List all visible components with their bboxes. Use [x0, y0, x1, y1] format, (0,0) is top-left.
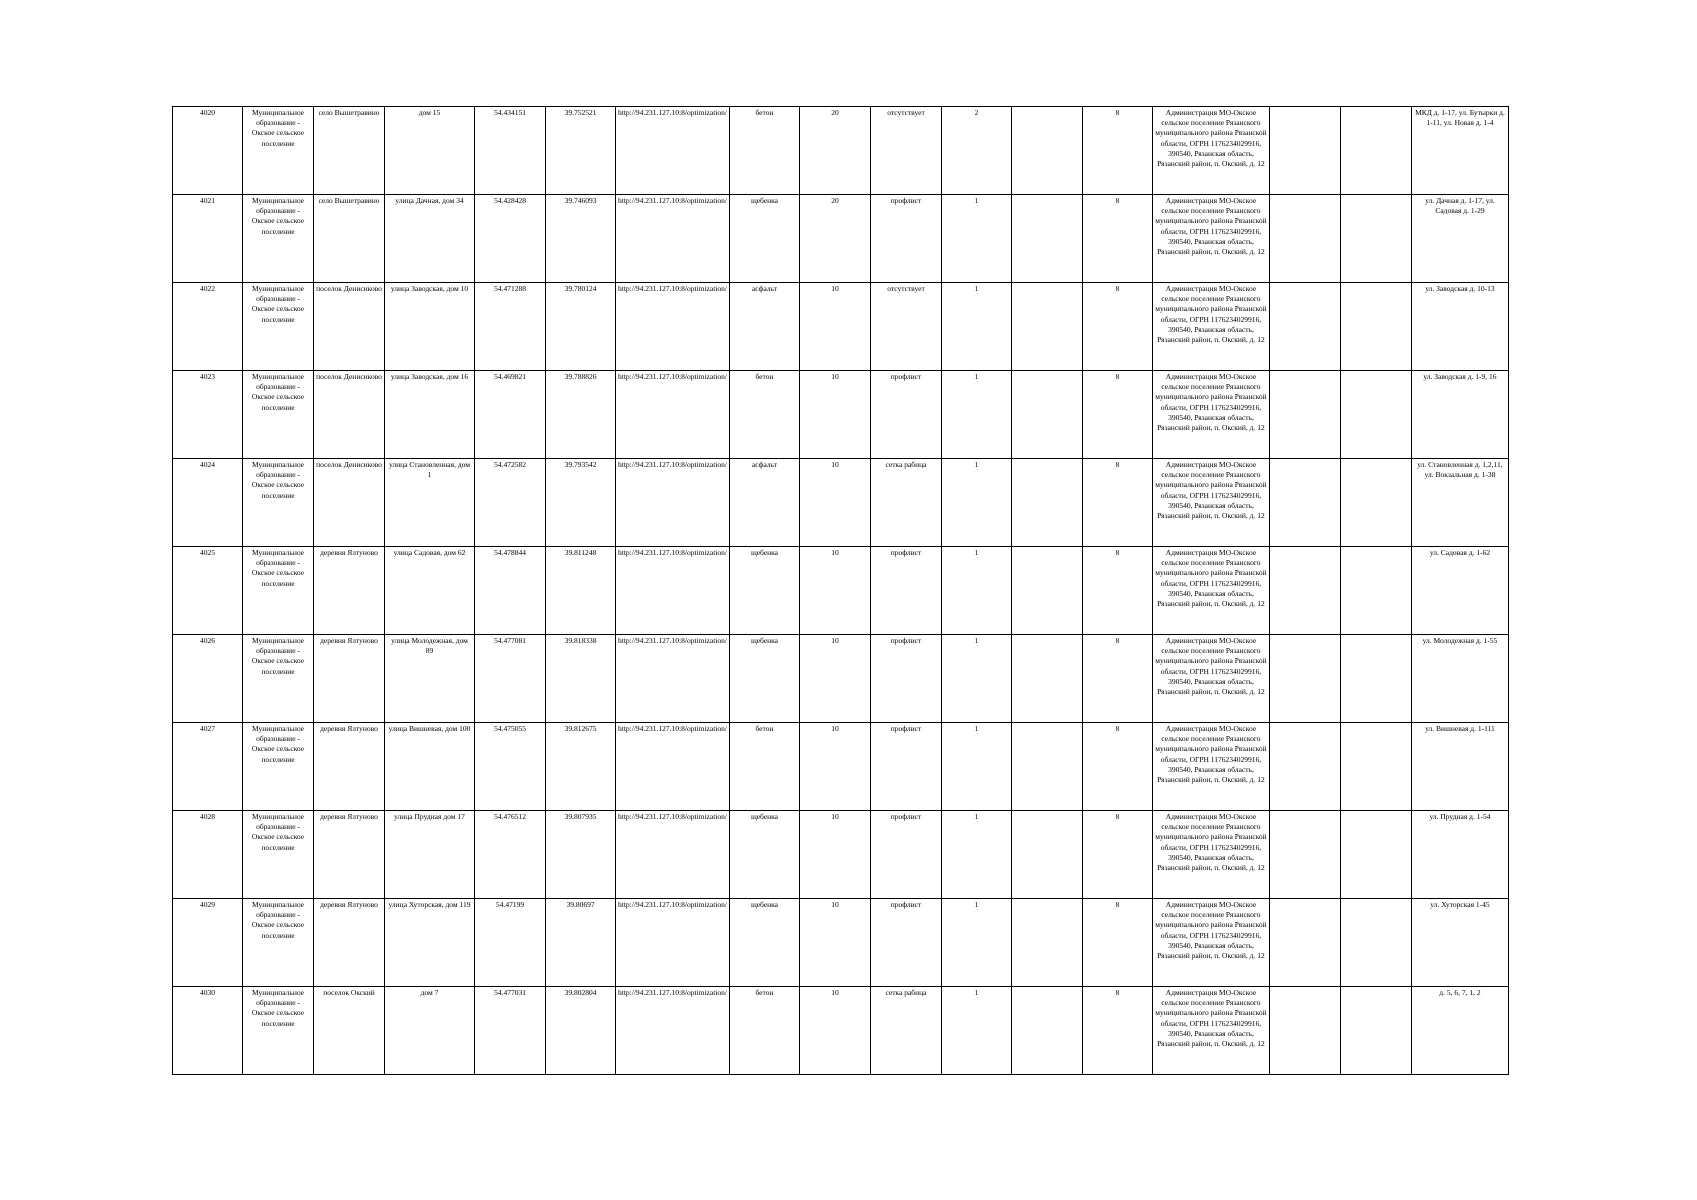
served-addresses-cell: ул. Хуторская 1-45	[1411, 899, 1508, 987]
settlement-cell: деревня Ялтуново	[314, 635, 385, 723]
volume-cell: 8	[1082, 107, 1152, 195]
empty-cell	[1011, 899, 1082, 987]
volume-cell: 8	[1082, 723, 1152, 811]
owner-cell: Администрация МО-Окское сельское поселение Рязанского муниципального района Рязанской области, ОГРН 1176234029916, 390540, Рязанская область, Рязанский район, п. Окский, д. 12	[1152, 107, 1269, 195]
table-row	[173, 547, 1509, 635]
settlement-cell: деревня Ялтуново	[314, 547, 385, 635]
link-cell: http://94.231.127.10:8/optimization/	[616, 899, 730, 987]
record-id-cell: 4029	[173, 899, 243, 987]
served-addresses-cell: ул. Дачная д. 1-17, ул. Садовая д. 1-29	[1411, 195, 1508, 283]
area-cell: 10	[799, 547, 870, 635]
municipality-cell: Муниципальное образование - Окское сельское поселение	[243, 459, 314, 547]
table-row	[173, 107, 1509, 195]
empty-cell	[1269, 371, 1340, 459]
empty-cell	[1340, 723, 1411, 811]
empty-cell	[1340, 283, 1411, 371]
owner-cell: Администрация МО-Окское сельское поселение Рязанского муниципального района Рязанской области, ОГРН 1176234029916, 390540, Рязанская область, Рязанский район, п. Окский, д. 12	[1152, 723, 1269, 811]
containers-cell: 1	[941, 987, 1011, 1075]
record-id-cell: 4026	[173, 635, 243, 723]
containers-cell: 1	[941, 283, 1011, 371]
surface-cell: щебенка	[729, 899, 799, 987]
surface-cell: бетон	[729, 371, 799, 459]
empty-cell	[1269, 811, 1340, 899]
fence-cell: профлист	[870, 635, 941, 723]
owner-cell: Администрация МО-Окское сельское поселение Рязанского муниципального района Рязанской области, ОГРН 1176234029916, 390540, Рязанская область, Рязанский район, п. Окский, д. 12	[1152, 459, 1269, 547]
empty-cell	[1011, 723, 1082, 811]
record-id-cell: 4025	[173, 547, 243, 635]
fence-cell: профлист	[870, 723, 941, 811]
containers-cell: 1	[941, 371, 1011, 459]
empty-cell	[1011, 371, 1082, 459]
longitude-cell: 39.780124	[546, 283, 616, 371]
address-cell: улица Молодежная, дом 89	[385, 635, 475, 723]
containers-cell: 1	[941, 547, 1011, 635]
address-cell: улица Хуторская, дом 119	[385, 899, 475, 987]
longitude-cell: 39.812675	[546, 723, 616, 811]
link-cell: http://94.231.127.10:8/optimization/	[616, 459, 730, 547]
served-addresses-cell: ул. Вишневая д. 1-111	[1411, 723, 1508, 811]
settlement-cell: поселок Окский	[314, 987, 385, 1075]
address-cell: улица Дачная, дом 34	[385, 195, 475, 283]
settlement-cell: поселок Денисиково	[314, 283, 385, 371]
area-cell: 10	[799, 987, 870, 1075]
owner-cell: Администрация МО-Окское сельское поселение Рязанского муниципального района Рязанской области, ОГРН 1176234029916, 390540, Рязанская область, Рязанский район, п. Окский, д. 12	[1152, 987, 1269, 1075]
fence-cell: сетка рабица	[870, 987, 941, 1075]
latitude-cell: 54.469821	[475, 371, 546, 459]
link-cell: http://94.231.127.10:8/optimization/	[616, 371, 730, 459]
empty-cell	[1011, 547, 1082, 635]
link-cell: http://94.231.127.10:8/optimization/	[616, 635, 730, 723]
area-cell: 20	[799, 107, 870, 195]
served-addresses-cell: ул. Заводская д. 10-13	[1411, 283, 1508, 371]
fence-cell: профлист	[870, 547, 941, 635]
record-id-cell: 4022	[173, 283, 243, 371]
table-row	[173, 723, 1509, 811]
link-cell: http://94.231.127.10:8/optimization/	[616, 723, 730, 811]
latitude-cell: 54.476512	[475, 811, 546, 899]
municipality-cell: Муниципальное образование - Окское сельское поселение	[243, 723, 314, 811]
volume-cell: 8	[1082, 811, 1152, 899]
owner-cell: Администрация МО-Окское сельское поселение Рязанского муниципального района Рязанской области, ОГРН 1176234029916, 390540, Рязанская область, Рязанский район, п. Окский, д. 12	[1152, 899, 1269, 987]
empty-cell	[1340, 987, 1411, 1075]
settlement-cell: поселок Денисиково	[314, 371, 385, 459]
surface-cell: щебенка	[729, 811, 799, 899]
owner-cell: Администрация МО-Окское сельское поселение Рязанского муниципального района Рязанской области, ОГРН 1176234029916, 390540, Рязанская область, Рязанский район, п. Окский, д. 12	[1152, 371, 1269, 459]
owner-cell: Администрация МО-Окское сельское поселение Рязанского муниципального района Рязанской области, ОГРН 1176234029916, 390540, Рязанская область, Рязанский район, п. Окский, д. 12	[1152, 283, 1269, 371]
latitude-cell: 54.434151	[475, 107, 546, 195]
fence-cell: профлист	[870, 811, 941, 899]
municipality-cell: Муниципальное образование - Окское сельское поселение	[243, 195, 314, 283]
area-cell: 10	[799, 811, 870, 899]
municipality-cell: Муниципальное образование - Окское сельское поселение	[243, 283, 314, 371]
fence-cell: отсутствует	[870, 107, 941, 195]
latitude-cell: 54.475055	[475, 723, 546, 811]
table-row	[173, 811, 1509, 899]
fence-cell: сетка рабица	[870, 459, 941, 547]
settlement-cell: деревня Ялтуново	[314, 899, 385, 987]
volume-cell: 8	[1082, 283, 1152, 371]
area-cell: 10	[799, 283, 870, 371]
surface-cell: щебенка	[729, 547, 799, 635]
settlement-cell: село Вышетравино	[314, 107, 385, 195]
empty-cell	[1011, 459, 1082, 547]
longitude-cell: 39.818338	[546, 635, 616, 723]
municipality-cell: Муниципальное образование - Окское сельское поселение	[243, 811, 314, 899]
empty-cell	[1340, 107, 1411, 195]
address-cell: улица Заводская, дом 10	[385, 283, 475, 371]
link-cell: http://94.231.127.10:8/optimization/	[616, 547, 730, 635]
municipality-cell: Муниципальное образование - Окское сельское поселение	[243, 635, 314, 723]
settlement-cell: деревня Ялтуново	[314, 723, 385, 811]
empty-cell	[1269, 459, 1340, 547]
served-addresses-cell: ул. Садовая д. 1-62	[1411, 547, 1508, 635]
empty-cell	[1340, 459, 1411, 547]
latitude-cell: 54.47199	[475, 899, 546, 987]
empty-cell	[1011, 195, 1082, 283]
longitude-cell: 39.793542	[546, 459, 616, 547]
empty-cell	[1011, 283, 1082, 371]
empty-cell	[1269, 547, 1340, 635]
record-id-cell: 4030	[173, 987, 243, 1075]
latitude-cell: 54.472582	[475, 459, 546, 547]
served-addresses-cell: ул. Прудная д. 1-54	[1411, 811, 1508, 899]
record-id-cell: 4021	[173, 195, 243, 283]
municipality-cell: Муниципальное образование - Окское сельское поселение	[243, 987, 314, 1075]
table-row	[173, 987, 1509, 1075]
address-cell: улица Становленная, дом 1	[385, 459, 475, 547]
area-cell: 10	[799, 723, 870, 811]
owner-cell: Администрация МО-Окское сельское поселение Рязанского муниципального района Рязанской области, ОГРН 1176234029916, 390540, Рязанская область, Рязанский район, п. Окский, д. 12	[1152, 635, 1269, 723]
empty-cell	[1011, 987, 1082, 1075]
empty-cell	[1269, 283, 1340, 371]
empty-cell	[1269, 107, 1340, 195]
municipality-cell: Муниципальное образование - Окское сельское поселение	[243, 371, 314, 459]
address-cell: дом 7	[385, 987, 475, 1075]
fence-cell: отсутствует	[870, 283, 941, 371]
surface-cell: бетон	[729, 723, 799, 811]
latitude-cell: 54.478844	[475, 547, 546, 635]
latitude-cell: 54.428428	[475, 195, 546, 283]
surface-cell: бетон	[729, 107, 799, 195]
table-row	[173, 283, 1509, 371]
empty-cell	[1340, 811, 1411, 899]
surface-cell: асфальт	[729, 459, 799, 547]
link-cell: http://94.231.127.10:8/optimization/	[616, 811, 730, 899]
containers-cell: 1	[941, 899, 1011, 987]
record-id-cell: 4024	[173, 459, 243, 547]
owner-cell: Администрация МО-Окское сельское поселение Рязанского муниципального района Рязанской области, ОГРН 1176234029916, 390540, Рязанская область, Рязанский район, п. Окский, д. 12	[1152, 547, 1269, 635]
served-addresses-cell: д. 5, 6, 7, 1, 2	[1411, 987, 1508, 1075]
volume-cell: 8	[1082, 459, 1152, 547]
area-cell: 10	[799, 635, 870, 723]
table-row	[173, 899, 1509, 987]
municipality-cell: Муниципальное образование - Окское сельское поселение	[243, 899, 314, 987]
address-cell: улица Вишневая, дом 100	[385, 723, 475, 811]
served-addresses-cell: ул. Молодежная д. 1-55	[1411, 635, 1508, 723]
fence-cell: профлист	[870, 899, 941, 987]
empty-cell	[1011, 811, 1082, 899]
link-cell: http://94.231.127.10:8/optimization/	[616, 107, 730, 195]
served-addresses-cell: ул. Заводская д. 1-9, 16	[1411, 371, 1508, 459]
empty-cell	[1011, 635, 1082, 723]
containers-cell: 1	[941, 195, 1011, 283]
containers-cell: 1	[941, 811, 1011, 899]
containers-cell: 1	[941, 635, 1011, 723]
owner-cell: Администрация МО-Окское сельское поселение Рязанского муниципального района Рязанской области, ОГРН 1176234029916, 390540, Рязанская область, Рязанский район, п. Окский, д. 12	[1152, 811, 1269, 899]
empty-cell	[1269, 987, 1340, 1075]
served-addresses-cell: МКД д. 1-17, ул. Бутырки д. 1-11, ул. Новая д. 1-4	[1411, 107, 1508, 195]
settlement-cell: деревня Ялтуново	[314, 811, 385, 899]
empty-cell	[1269, 635, 1340, 723]
latitude-cell: 54.477031	[475, 987, 546, 1075]
municipality-cell: Муниципальное образование - Окское сельское поселение	[243, 547, 314, 635]
empty-cell	[1269, 899, 1340, 987]
volume-cell: 8	[1082, 987, 1152, 1075]
record-id-cell: 4023	[173, 371, 243, 459]
table-row	[173, 371, 1509, 459]
empty-cell	[1340, 371, 1411, 459]
table-row	[173, 195, 1509, 283]
containers-cell: 2	[941, 107, 1011, 195]
area-cell: 10	[799, 371, 870, 459]
settlement-cell: поселок Денисиково	[314, 459, 385, 547]
table-row	[173, 459, 1509, 547]
longitude-cell: 39.788826	[546, 371, 616, 459]
surface-cell: бетон	[729, 987, 799, 1075]
address-cell: улица Садовая, дом 62	[385, 547, 475, 635]
empty-cell	[1340, 899, 1411, 987]
volume-cell: 8	[1082, 635, 1152, 723]
empty-cell	[1340, 635, 1411, 723]
municipality-cell: Муниципальное образование - Окское сельское поселение	[243, 107, 314, 195]
latitude-cell: 54.471288	[475, 283, 546, 371]
served-addresses-cell: ул. Становленная д. 1,2,11, ул. Вокзальная д. 1-38	[1411, 459, 1508, 547]
longitude-cell: 39.811248	[546, 547, 616, 635]
owner-cell: Администрация МО-Окское сельское поселение Рязанского муниципального района Рязанской области, ОГРН 1176234029916, 390540, Рязанская область, Рязанский район, п. Окский, д. 12	[1152, 195, 1269, 283]
area-cell: 10	[799, 459, 870, 547]
link-cell: http://94.231.127.10:8/optimization/	[616, 195, 730, 283]
settlement-cell: село Вышетравино	[314, 195, 385, 283]
longitude-cell: 39.80697	[546, 899, 616, 987]
empty-cell	[1340, 547, 1411, 635]
link-cell: http://94.231.127.10:8/optimization/	[616, 987, 730, 1075]
table-row	[173, 635, 1509, 723]
link-cell: http://94.231.127.10:8/optimization/	[616, 283, 730, 371]
address-cell: улица Прудная дом 17	[385, 811, 475, 899]
empty-cell	[1269, 723, 1340, 811]
area-cell: 10	[799, 899, 870, 987]
volume-cell: 8	[1082, 899, 1152, 987]
surface-cell: асфальт	[729, 283, 799, 371]
longitude-cell: 39.746093	[546, 195, 616, 283]
record-id-cell: 4028	[173, 811, 243, 899]
longitude-cell: 39.752521	[546, 107, 616, 195]
address-cell: дом 15	[385, 107, 475, 195]
data-table	[172, 106, 1509, 1075]
volume-cell: 8	[1082, 547, 1152, 635]
volume-cell: 8	[1082, 195, 1152, 283]
longitude-cell: 39.807935	[546, 811, 616, 899]
record-id-cell: 4020	[173, 107, 243, 195]
record-id-cell: 4027	[173, 723, 243, 811]
address-cell: улица Заводская, дом 16	[385, 371, 475, 459]
containers-cell: 1	[941, 723, 1011, 811]
surface-cell: щебенка	[729, 635, 799, 723]
empty-cell	[1011, 107, 1082, 195]
empty-cell	[1269, 195, 1340, 283]
fence-cell: профлист	[870, 195, 941, 283]
area-cell: 20	[799, 195, 870, 283]
empty-cell	[1340, 195, 1411, 283]
latitude-cell: 54.477081	[475, 635, 546, 723]
longitude-cell: 39.802804	[546, 987, 616, 1075]
surface-cell: щебенка	[729, 195, 799, 283]
containers-cell: 1	[941, 459, 1011, 547]
fence-cell: профлист	[870, 371, 941, 459]
volume-cell: 8	[1082, 371, 1152, 459]
